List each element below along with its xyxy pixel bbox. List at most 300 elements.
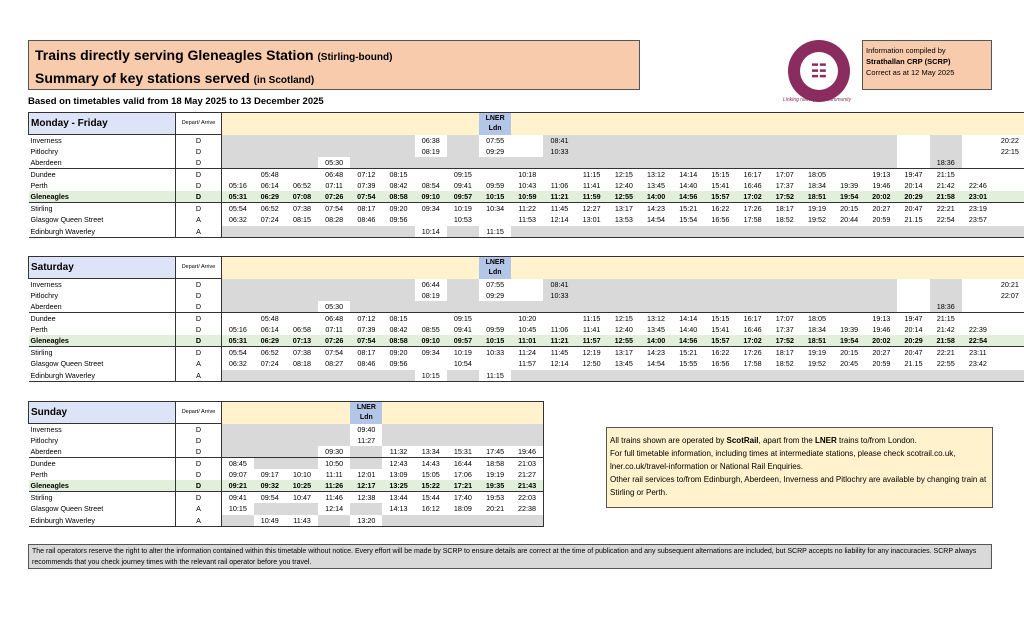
time-cell: 14:43 [415,458,447,469]
time-cell: 12:27 [576,203,608,214]
time-cell [897,146,929,157]
time-cell [318,424,350,435]
time-cell: 20:44 [833,214,865,225]
time-cell: 14:23 [640,203,672,214]
time-cell: 19:47 [897,169,929,180]
depart-arrive-flag: A [176,214,222,225]
time-cell [318,279,350,290]
time-cell [769,370,801,381]
time-cell [962,169,994,180]
time-cell: 18:52 [769,214,801,225]
time-cell: 15:21 [672,203,704,214]
time-cell [382,515,414,526]
time-cell: 13:09 [382,469,414,480]
time-cell [801,135,833,146]
time-cell: 20:29 [897,191,929,202]
depart-arrive-header: Depart/ Arrive [176,257,222,279]
time-cell: 08:28 [318,214,350,225]
depart-arrive-flag: D [176,313,222,324]
header-band-cell [704,113,736,135]
time-cell [222,146,254,157]
time-cell: 11:15 [479,370,511,381]
time-cell: 14:13 [382,503,414,514]
time-cell [415,424,447,435]
time-cell [994,370,1024,381]
time-cell: 17:26 [737,347,769,358]
time-cell [382,290,414,301]
time-cell [801,301,833,312]
header-band-cell [222,402,254,424]
time-cell: 16:46 [737,324,769,335]
header-band-cell [704,257,736,279]
time-cell [222,135,254,146]
time-cell [576,301,608,312]
timetable-weekday [28,112,1024,238]
time-cell [962,135,994,146]
time-cell [640,279,672,290]
header-band-cell [222,113,254,135]
time-cell: 09:10 [415,335,447,346]
time-cell [897,279,929,290]
table-row [29,370,1024,381]
time-cell: 11:45 [543,203,575,214]
station-name: Dundee [29,313,176,324]
time-cell [737,279,769,290]
time-cell [286,503,318,514]
time-cell: 16:17 [737,169,769,180]
station-name: Dundee [29,169,176,180]
header-band-cell [350,257,382,279]
time-cell [286,290,318,301]
time-cell: 18:58 [479,458,511,469]
header-band-cell [318,402,350,424]
time-cell: 05:16 [222,324,254,335]
time-cell [447,226,479,237]
table-row [29,214,1024,225]
time-cell: 19:54 [833,191,865,202]
time-cell [576,135,608,146]
depart-arrive-header: Depart/ Arrive [176,402,222,424]
header-band-cell [833,257,865,279]
header-band-cell [737,113,769,135]
time-cell: 20:14 [897,180,929,191]
header-band-cell [801,257,833,279]
header-band-cell [801,113,833,135]
station-name: Gleneagles [29,335,176,346]
time-cell: 20:22 [994,135,1024,146]
time-cell: 16:22 [704,347,736,358]
time-cell [447,157,479,168]
time-cell: 09:15 [447,169,479,180]
time-cell [608,279,640,290]
page-subtitle: Summary of key stations served (in Scotland) [35,70,315,86]
time-cell [350,458,382,469]
time-cell: 12:14 [543,214,575,225]
table-row [29,324,1024,335]
time-cell: 19:47 [897,313,929,324]
time-cell: 08:54 [415,180,447,191]
time-cell: 17:07 [769,313,801,324]
time-cell: 20:02 [865,335,897,346]
time-cell: 16:56 [704,214,736,225]
header-band-cell [672,257,704,279]
table-row [29,135,1024,146]
header-band-cell [576,113,608,135]
time-cell [640,301,672,312]
time-cell: 22:15 [994,146,1024,157]
time-cell: 22:54 [930,214,962,225]
time-cell [254,370,286,381]
time-cell: 13:44 [382,492,414,503]
info-line-1: Information compiled by [866,46,946,55]
time-cell: 21:58 [930,191,962,202]
time-cell: 22:07 [994,290,1024,301]
time-cell: 08:46 [350,358,382,369]
time-cell [576,157,608,168]
header-band-cell [511,113,543,135]
time-cell: 23:19 [962,203,994,214]
time-cell [447,370,479,381]
time-cell [382,435,414,446]
time-cell [318,370,350,381]
time-cell: 10:47 [286,492,318,503]
time-cell: 07:54 [318,347,350,358]
time-cell [415,358,447,369]
time-cell: 19:46 [511,446,543,457]
time-cell [254,226,286,237]
depart-arrive-flag: D [176,301,222,312]
header-band-cell [447,402,479,424]
time-cell: 11:41 [576,180,608,191]
time-cell [479,424,511,435]
header-band-cell [511,402,543,424]
depart-arrive-flag: D [176,347,222,358]
header-band-cell [865,257,897,279]
header-band-cell [897,257,929,279]
time-cell: 13:53 [608,214,640,225]
time-cell: 11:21 [543,191,575,202]
time-cell: 12:55 [608,191,640,202]
time-cell [994,358,1024,369]
time-cell: 05:48 [254,313,286,324]
time-cell [640,146,672,157]
time-cell: 12:55 [608,335,640,346]
time-cell: 06:32 [222,214,254,225]
time-cell [479,169,511,180]
time-cell: 09:57 [447,191,479,202]
time-cell: 13:12 [640,313,672,324]
depart-arrive-flag: A [176,226,222,237]
time-cell: 13:17 [608,347,640,358]
time-cell: 08:55 [415,324,447,335]
table-row [29,458,544,469]
depart-arrive-flag: D [176,480,222,491]
time-cell [447,135,479,146]
time-cell [994,180,1024,191]
time-cell: 08:18 [286,358,318,369]
time-cell [608,370,640,381]
time-cell: 17:02 [737,335,769,346]
time-cell: 11:06 [543,324,575,335]
time-cell: 09:29 [479,290,511,301]
time-cell [576,279,608,290]
time-cell: 18:52 [769,358,801,369]
time-cell: 12:15 [608,169,640,180]
time-cell [222,424,254,435]
time-cell: 06:38 [415,135,447,146]
time-cell: 15:05 [415,469,447,480]
time-cell: 12:14 [543,358,575,369]
station-name: Edinburgh Waverley [29,370,176,381]
time-cell [511,146,543,157]
header-band-cell [286,402,318,424]
header-band-cell [897,113,929,135]
time-cell [704,279,736,290]
time-cell [833,301,865,312]
time-cell [286,169,318,180]
time-cell: 16:56 [704,358,736,369]
time-cell [897,135,929,146]
time-cell: 20:27 [865,347,897,358]
time-cell [704,301,736,312]
note-line-2: For full timetable information, including times at intermediate stations, please check scotrail.co.uk, lner.co.uk/travel-information or National Rail Enquiries. [610,449,956,471]
table-row [29,226,1024,237]
time-cell: 11:53 [511,214,543,225]
time-cell: 15:22 [415,480,447,491]
table-row [29,503,544,514]
time-cell: 18:51 [801,191,833,202]
time-cell [704,226,736,237]
time-cell: 09:59 [479,180,511,191]
time-cell: 21:42 [930,324,962,335]
time-cell: 08:58 [382,191,414,202]
time-cell [222,169,254,180]
depart-arrive-flag: D [176,203,222,214]
time-cell [350,279,382,290]
time-cell [962,146,994,157]
station-name: Aberdeen [29,446,176,457]
time-cell [447,146,479,157]
time-cell: 10:33 [543,146,575,157]
header-band-cell [350,113,382,135]
time-cell [994,169,1024,180]
time-cell [318,226,350,237]
time-cell [254,446,286,457]
time-cell: 09:57 [447,335,479,346]
time-cell: 17:58 [737,358,769,369]
time-cell: 18:17 [769,347,801,358]
time-cell [286,301,318,312]
title-box [28,40,640,90]
time-cell [962,226,994,237]
time-cell: 10:19 [447,347,479,358]
time-cell [672,226,704,237]
time-cell [994,191,1024,202]
station-name: Perth [29,180,176,191]
time-cell [801,279,833,290]
time-cell: 14:40 [672,180,704,191]
time-cell: 05:31 [222,191,254,202]
table-row [29,492,544,503]
time-cell [254,503,286,514]
time-cell: 10:25 [286,480,318,491]
time-cell [479,214,511,225]
time-cell [415,301,447,312]
time-cell [994,347,1024,358]
time-cell: 07:54 [350,191,382,202]
time-cell: 07:55 [479,279,511,290]
depart-arrive-flag: D [176,469,222,480]
time-cell [769,146,801,157]
time-cell [704,290,736,301]
header-band-cell [382,257,414,279]
time-cell [704,135,736,146]
time-cell: 14:40 [672,324,704,335]
time-cell: 11:57 [511,358,543,369]
time-cell [865,146,897,157]
time-cell: 18:36 [930,301,962,312]
time-cell: 16:22 [704,203,736,214]
time-cell: 10:43 [511,180,543,191]
depart-arrive-flag: A [176,370,222,381]
day-label: Sunday [29,402,176,424]
time-cell [254,301,286,312]
time-cell [737,301,769,312]
header-band-cell [737,257,769,279]
time-cell: 17:07 [769,169,801,180]
time-cell [897,290,929,301]
time-cell: 18:51 [801,335,833,346]
time-cell [447,301,479,312]
time-cell: 05:31 [222,335,254,346]
time-cell [222,313,254,324]
time-cell [865,301,897,312]
time-cell [994,335,1024,346]
time-cell: 08:42 [382,180,414,191]
time-cell: 15:57 [704,191,736,202]
time-cell [447,279,479,290]
time-cell: 20:47 [897,347,929,358]
depart-arrive-flag: D [176,290,222,301]
table-row [29,335,1024,346]
time-cell [994,157,1024,168]
depart-arrive-flag: D [176,492,222,503]
time-cell [930,290,962,301]
time-cell: 17:58 [737,214,769,225]
time-cell: 09:20 [382,203,414,214]
header-band-cell [865,113,897,135]
time-cell: 11:26 [318,480,350,491]
time-cell: 20:02 [865,191,897,202]
time-cell: 12:38 [350,492,382,503]
time-cell [994,214,1024,225]
time-cell [672,146,704,157]
time-cell [608,157,640,168]
time-cell [222,157,254,168]
time-cell [415,435,447,446]
time-cell [833,313,865,324]
time-cell: 22:54 [962,335,994,346]
station-name: Gleneagles [29,191,176,202]
time-cell: 18:34 [801,180,833,191]
time-cell: 23:42 [962,358,994,369]
time-cell: 12:14 [318,503,350,514]
station-name: Pitlochry [29,435,176,446]
disclaimer: The rail operators reserve the right to alter the information contained within this timetable without notice. Every effort will be made by SCRP to ensure details are correct at the time of publication and any subsequent alternations are included, but SCRP accepts no liability for any inaccuracies. SCRP always recommends that you check journey times with the relevant rail operator before you travel. [28,544,992,569]
rail-icon: ☷ [800,52,838,90]
time-cell: 19:52 [801,358,833,369]
time-cell [543,226,575,237]
depart-arrive-flag: D [176,335,222,346]
time-cell: 09:34 [415,347,447,358]
time-cell [737,370,769,381]
time-cell: 09:40 [350,424,382,435]
time-cell [833,169,865,180]
depart-arrive-header: Depart/ Arrive [176,113,222,135]
time-cell [865,290,897,301]
header-band-cell [415,113,447,135]
time-cell: 19:46 [865,324,897,335]
time-cell: 14:00 [640,335,672,346]
time-cell [737,135,769,146]
header-band-cell [930,257,962,279]
header-band-cell [318,113,350,135]
time-cell [254,424,286,435]
time-cell [382,279,414,290]
station-name: Stirling [29,492,176,503]
time-cell: 09:41 [447,324,479,335]
time-cell: 21:42 [930,180,962,191]
station-name: Pitlochry [29,290,176,301]
depart-arrive-flag: D [176,446,222,457]
time-cell: 10:34 [479,203,511,214]
time-cell [576,226,608,237]
time-cell [640,157,672,168]
time-cell [511,301,543,312]
time-cell: 22:39 [962,324,994,335]
time-cell: 12:40 [608,324,640,335]
time-cell: 10:15 [222,503,254,514]
table-row [29,180,1024,191]
time-cell: 19:19 [801,347,833,358]
time-cell [801,146,833,157]
time-cell: 09:41 [222,492,254,503]
time-cell [511,424,543,435]
time-cell [318,515,350,526]
time-cell: 12:01 [350,469,382,480]
time-cell [479,515,511,526]
time-cell: 20:47 [897,203,929,214]
time-cell: 20:21 [994,279,1024,290]
time-cell [672,157,704,168]
time-cell: 21:15 [930,169,962,180]
time-cell [930,146,962,157]
station-name: Stirling [29,347,176,358]
time-cell [286,370,318,381]
time-cell [608,146,640,157]
time-cell [350,135,382,146]
time-cell: 10:54 [447,358,479,369]
time-cell: 14:54 [640,358,672,369]
time-cell: 15:55 [672,358,704,369]
day-label: Monday - Friday [29,113,176,135]
station-name: Aberdeen [29,157,176,168]
time-cell [286,458,318,469]
time-cell: 09:59 [479,324,511,335]
time-cell [897,301,929,312]
time-cell [447,424,479,435]
header-band-cell [318,257,350,279]
